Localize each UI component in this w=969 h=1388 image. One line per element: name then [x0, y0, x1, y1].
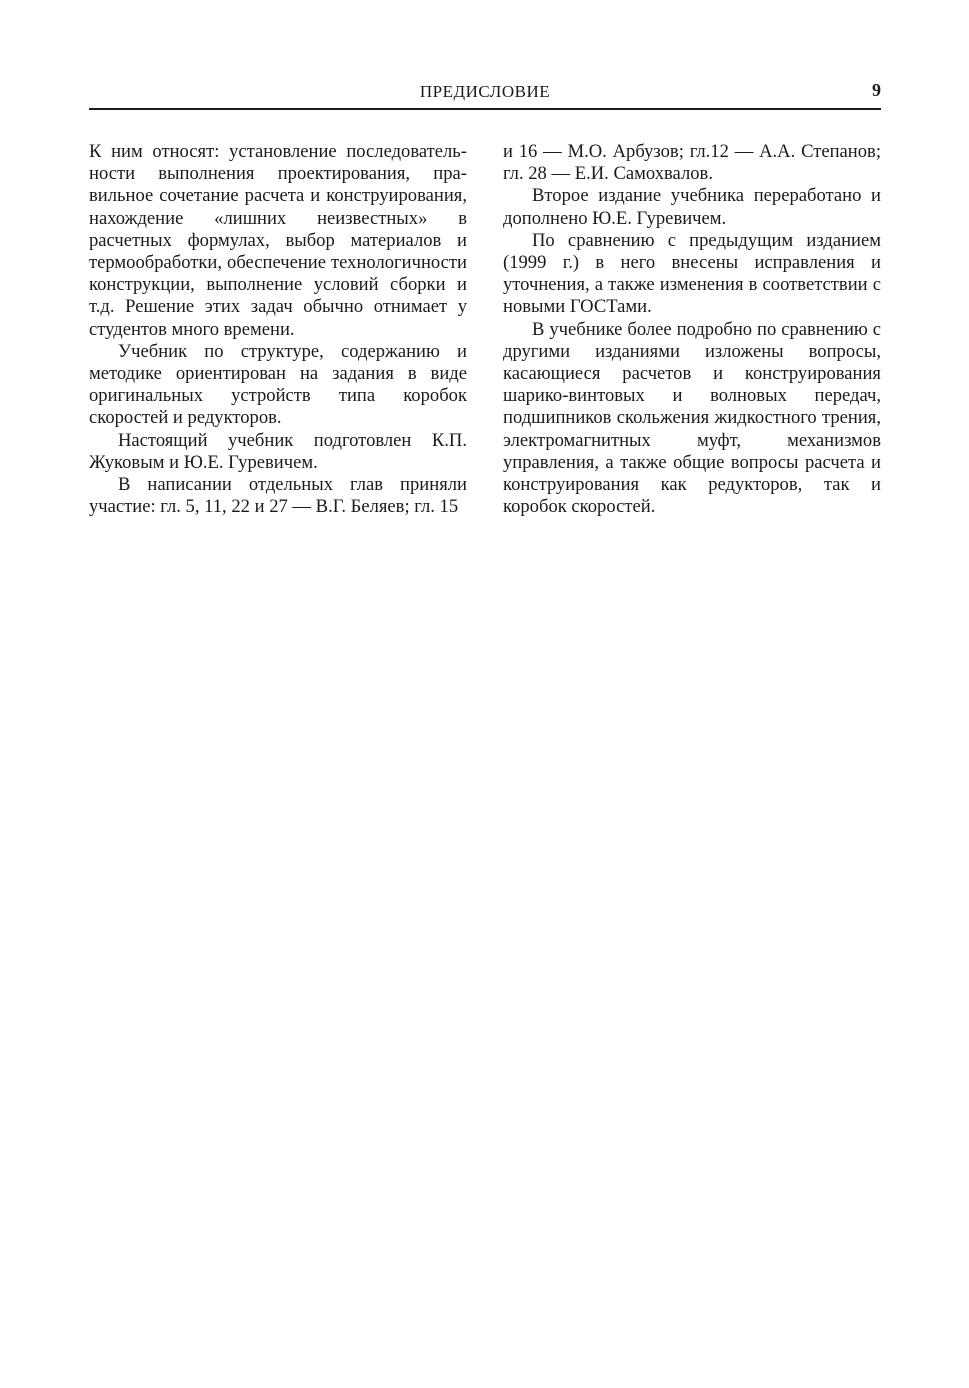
paragraph-right-2: Второе издание учебника переработано и дополнено Ю.Е. Гуревичем. [503, 185, 881, 229]
left-column [89, 141, 467, 518]
paragraph-right-4: В учебнике более подробно по сравнению с другими изданиями изложены вопросы, касающиеся расчетов и конструирования шарико-винтовых и волновых передач, подшипников скольжения жидкостного трения, электромагнитных муфт, механизмов управления, а также общие вопросы расчета и конструирования как редукторов, так и коробок скоростей. [503, 318, 881, 518]
paragraph-left-1: К ним относят: установление последовательности выполнения проектирования, правильное сочетание расчета и конструирования, нахождение «лишних неизвестных» в расчетных формулах, выбор материалов и термообработки, обеспечение технологичности конструкции, выполнение условий сборки и т.д. Решение этих задач обычно отнимает у студентов много времени. [89, 141, 467, 340]
paragraph-left-2: Учебник по структуре, содержанию и методике ориентирован на задания в виде оригинальных устройств типа коробок скоростей и редукторов. [89, 340, 467, 429]
page-number: 9 [872, 80, 881, 100]
running-title: ПРЕДИСЛОВИЕ [419, 82, 551, 101]
paragraph-right-1: и 16 — М.О. Арбузов; гл.12 — А.А. Степанов; гл. 28 — Е.И. Самохвалов. [503, 141, 881, 185]
right-column [503, 141, 881, 518]
paragraph-right-3: По сравнению с предыдущим изданием (1999 г.) в него внесены исправления и уточнения, а также изменения в соответствии с новыми ГОСТами. [503, 229, 881, 318]
paragraph-left-4: В написании отдельных глав приняли участие: гл. 5, 11, 22 и 27 — В.Г. Беляев; гл. 15 [89, 474, 467, 518]
page-header [89, 78, 881, 110]
paragraph-left-3: Настоящий учебник подготовлен К.П. Жуковым и Ю.Е. Гуревичем. [89, 429, 467, 473]
